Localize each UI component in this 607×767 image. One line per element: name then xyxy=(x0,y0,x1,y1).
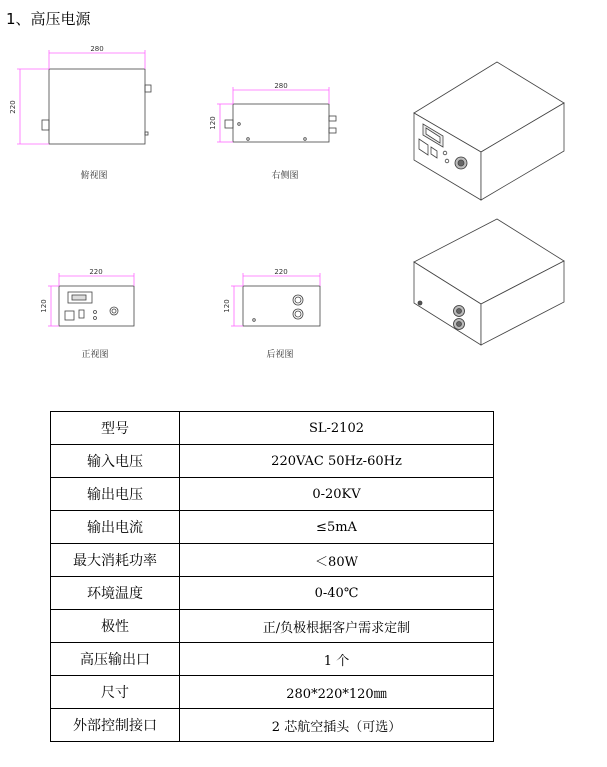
spec-value: ＜80W xyxy=(180,544,494,577)
front-view-caption: 正视图 xyxy=(81,350,109,360)
spec-label: 输入电压 xyxy=(51,445,180,478)
front-view-height-label: 120 xyxy=(40,299,48,313)
front-view-switch xyxy=(65,311,74,320)
right-view-caption: 右侧图 xyxy=(271,171,299,181)
spec-row xyxy=(51,676,494,709)
right-view-connector-1 xyxy=(329,116,336,121)
right-view-outline xyxy=(233,104,329,142)
spec-value: 280*220*120㎜ xyxy=(180,676,494,709)
back-view-connector-2 xyxy=(293,309,303,319)
back-view-connector-1 xyxy=(293,295,303,305)
spec-row xyxy=(51,544,494,577)
spec-row xyxy=(51,445,494,478)
back-view-width-label: 220 xyxy=(274,268,288,276)
spec-label: 外部控制接口 xyxy=(51,709,180,742)
spec-row xyxy=(51,577,494,610)
spec-label: 极性 xyxy=(51,610,180,643)
spec-label: 高压输出口 xyxy=(51,643,180,676)
spec-label: 输出电压 xyxy=(51,478,180,511)
spec-row xyxy=(51,610,494,643)
top-view-caption: 俯视图 xyxy=(80,171,108,181)
right-view-left-handle xyxy=(225,120,233,128)
spec-row xyxy=(51,511,494,544)
top-view-drawing xyxy=(17,50,151,144)
front-view-knob xyxy=(110,307,118,315)
spec-value: 正/负极根据客户需求定制 xyxy=(180,610,494,643)
top-view-right-port xyxy=(145,132,148,135)
spec-label: 型号 xyxy=(51,412,180,445)
right-view-connector-2 xyxy=(329,128,336,133)
spec-value: ≤5mA xyxy=(180,511,494,544)
back-view-outline xyxy=(243,286,320,326)
spec-label: 最大消耗功率 xyxy=(51,544,180,577)
spec-label: 输出电流 xyxy=(51,511,180,544)
front-view-drawing xyxy=(48,273,134,326)
isometric-back-drawing xyxy=(414,219,564,345)
right-view-height-label: 120 xyxy=(209,116,217,130)
front-view-width-label: 220 xyxy=(89,268,103,276)
spec-value: 2 芯航空插头（可选） xyxy=(180,709,494,742)
spec-row xyxy=(51,643,494,676)
spec-value: SL-2102 xyxy=(180,412,494,445)
spec-label: 环境温度 xyxy=(51,577,180,610)
spec-value: 220VAC 50Hz-60Hz xyxy=(180,445,494,478)
back-view-drawing xyxy=(231,273,320,326)
right-view-width-label: 280 xyxy=(274,82,288,90)
back-view-height-label: 120 xyxy=(223,299,231,313)
top-view-left-handle xyxy=(42,120,49,130)
top-view-right-connector xyxy=(145,85,151,92)
right-view-drawing xyxy=(217,87,336,142)
spec-value: 1 个 xyxy=(180,643,494,676)
spec-table xyxy=(50,411,494,742)
spec-row xyxy=(51,412,494,445)
back-view-caption: 后视图 xyxy=(266,350,294,360)
spec-value: 0-40℃ xyxy=(180,577,494,610)
top-view-height-label: 220 xyxy=(9,100,17,114)
top-view-width-label: 280 xyxy=(90,45,104,53)
spec-label: 尺寸 xyxy=(51,676,180,709)
spec-row xyxy=(51,478,494,511)
section-heading: 1、高压电源 xyxy=(6,10,91,28)
spec-value: 0-20KV xyxy=(180,478,494,511)
isometric-front-drawing xyxy=(414,62,564,200)
top-view-outline xyxy=(49,69,145,144)
spec-row xyxy=(51,709,494,742)
